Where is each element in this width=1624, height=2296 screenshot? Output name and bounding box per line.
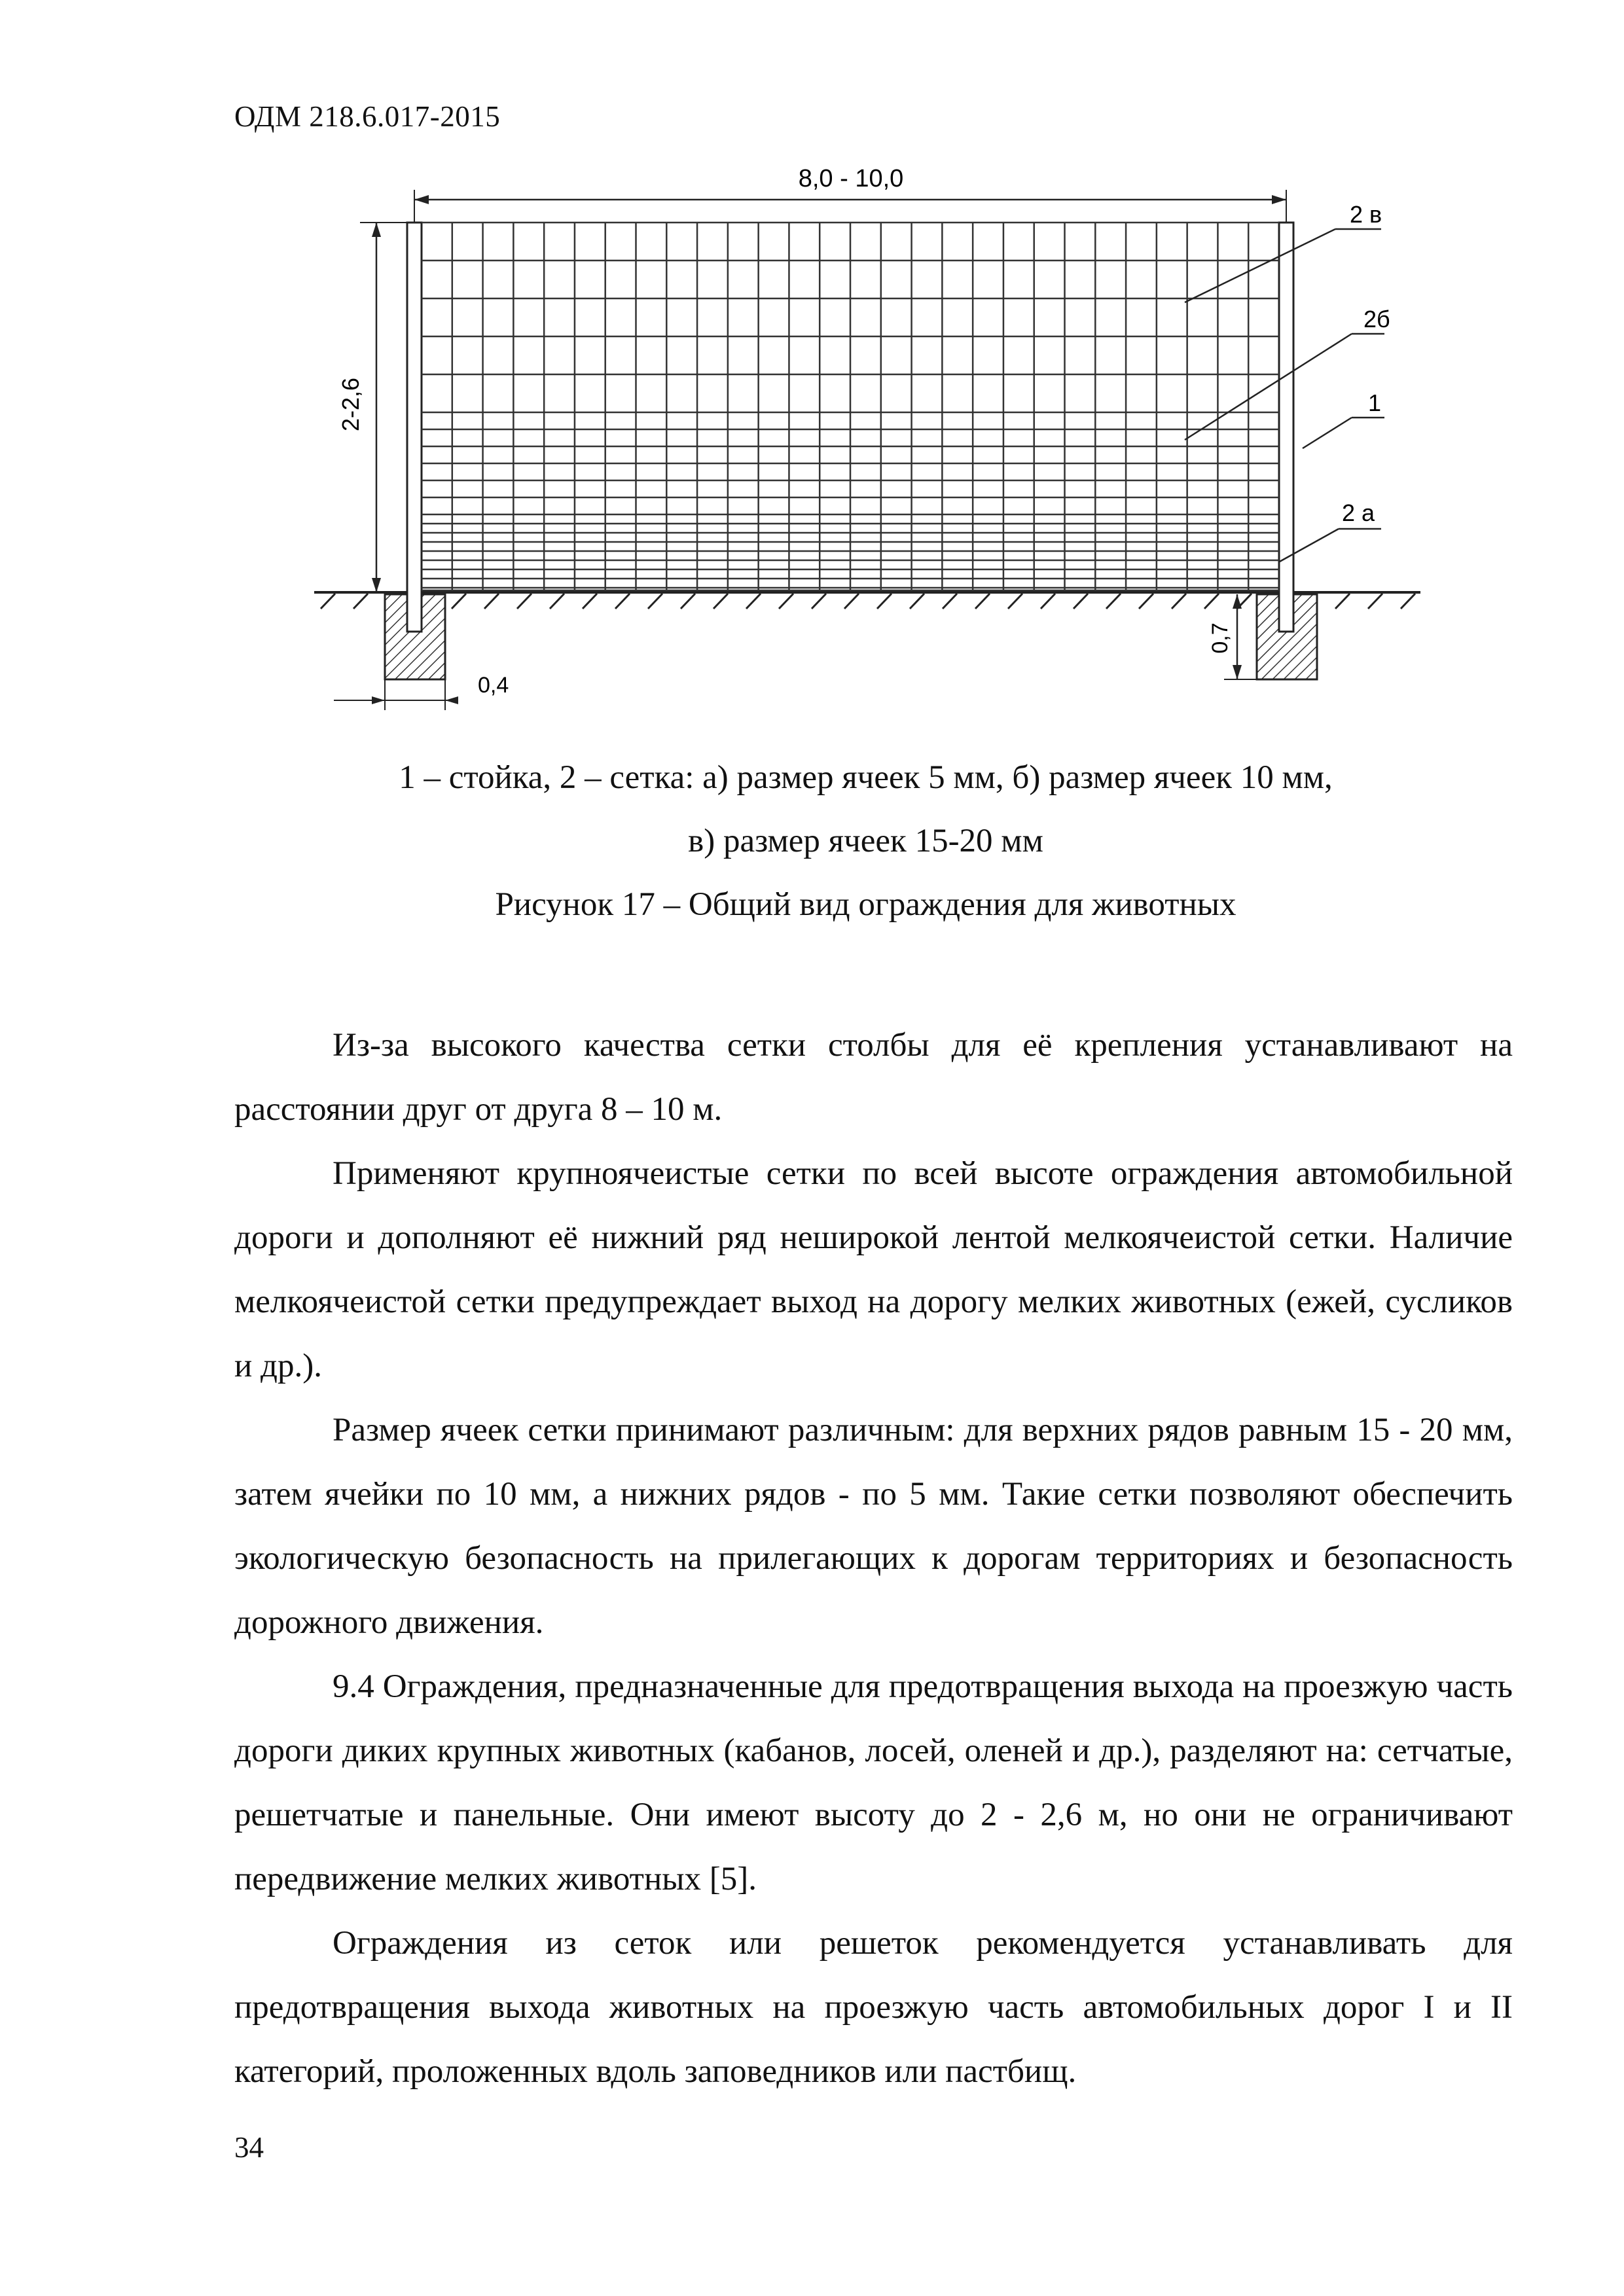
left-post — [407, 223, 422, 632]
label-2v: 2 в — [1350, 201, 1382, 228]
leader-1 — [1303, 418, 1352, 448]
page-number: 34 — [234, 2131, 264, 2164]
fence-drawing — [295, 157, 1440, 746]
figure-legend-line-1: 1 – стойка, 2 – сетка: а) размер ячеек 5 мм, б) размер ячеек 10 мм, — [399, 759, 1333, 796]
fence-mesh — [422, 223, 1279, 590]
paragraph: Из-за высокого качества сетки столбы для её крепления устанавливают на расстоянии друг от друга 8 – 10 м. — [234, 1027, 1513, 1128]
figure-legend-line-2: в) размер ячеек 15-20 мм — [688, 823, 1043, 859]
paragraph: Размер ячеек сетки принимают различным: для верхних рядов равным 15 - 20 мм, затем ячейки по 10 мм, а нижних рядов - по 5 мм. Такие сетки позволяют обеспечить экологическую безопасность на прилегающих к дорогам территориях и безопасность дорожного движения. — [234, 1412, 1513, 1641]
depth-dimension-label: 0,7 — [1208, 622, 1233, 654]
leader-2v — [1185, 229, 1335, 302]
label-2a: 2 а — [1342, 499, 1375, 526]
post-width-dimension-label: 0,4 — [478, 673, 509, 698]
paragraph: Ограждения из сеток или решеток рекомендуется устанавливать для предотвращения выхода животных на проезжую часть автомобильных дорог I и II категорий, проложенных вдоль заповедников или пастбищ. — [234, 1925, 1513, 2090]
label-2b: 2б — [1363, 306, 1390, 332]
ground-hatching — [321, 594, 1415, 609]
width-dimension-label: 8,0 - 10,0 — [798, 165, 904, 192]
paragraph: Применяют крупноячеистые сетки по всей высоте ограждения автомобильной дороги и дополняют её нижний ряд неширокой лентой мелкоячеистой сетки. Наличие мелкоячеистой сетки предупреждает выход на дорогу мелких животных (ежей, сусликов и др.). — [234, 1155, 1513, 1384]
height-dimension-label: 2-2,6 — [337, 377, 364, 432]
right-post — [1279, 223, 1293, 632]
label-1: 1 — [1368, 389, 1382, 416]
document-code-header: ОДМ 218.6.017-2015 — [234, 100, 501, 133]
fence-diagram-svg — [295, 157, 1440, 746]
paragraph: 9.4 Ограждения, предназначенные для предотвращения выхода на проезжую часть дороги диких крупных животных (кабанов, лосей, оленей и др.), разделяют на: сетчатые, решетчатые и панельные. Они имеют высоту до 2 - 2,6 м, но они не ограничивают передвижение мелких животных [5]. — [234, 1668, 1513, 1897]
body-text — [234, 1013, 1513, 2104]
figure-title: Рисунок 17 – Общий вид ограждения для животных — [495, 886, 1236, 923]
leader-2b — [1185, 334, 1352, 440]
